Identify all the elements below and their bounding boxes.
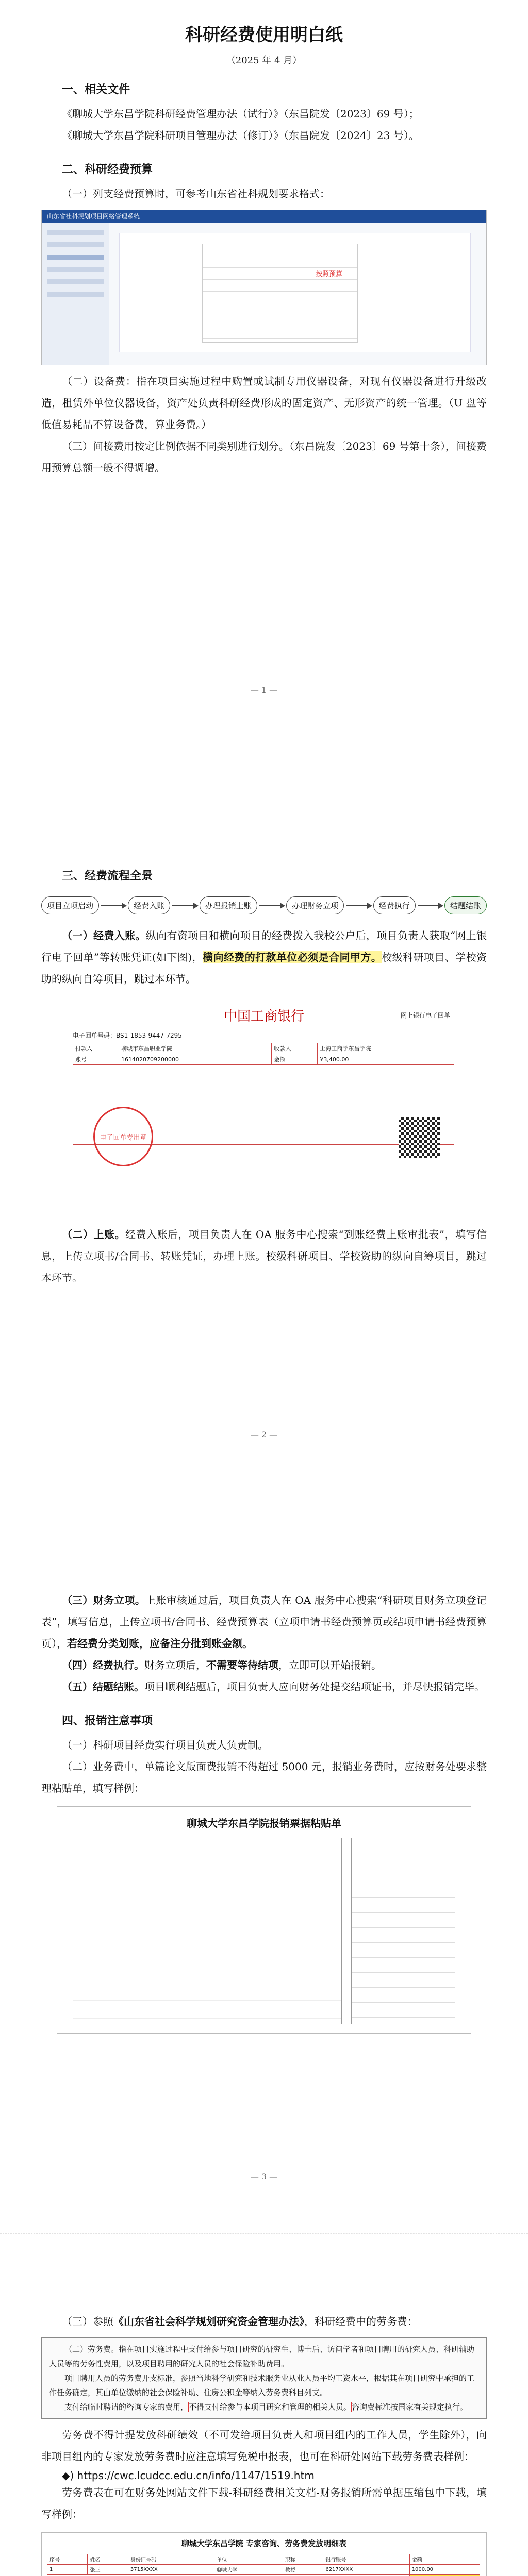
flow-step-4: 办理财务立项 xyxy=(286,896,344,914)
page-3 xyxy=(41,1492,487,2181)
paste-sheet-title: 聊城大学东昌学院报销票据粘贴单 xyxy=(187,1817,341,1829)
budget-form xyxy=(119,233,471,352)
link-icon: ◆) xyxy=(62,2469,74,2482)
download-link-text[interactable]: https://cwc.lcudcc.edu.cn/info/1147/1519.htm xyxy=(77,2469,315,2482)
table-cell: 6217XXXX xyxy=(323,2565,409,2575)
labor-fee-rule-text: 劳务费不得计提发放科研绩效（不可发给项目负责人和项目组内的工作人员，学生除外），向非项目组内的专家发放劳务费时应注意填写免税申报表， xyxy=(41,2429,487,2463)
labor-fee-prefix: （三）参照 xyxy=(62,2315,113,2328)
document-title: 科研经费使用明白纸 xyxy=(185,25,343,45)
flow-arrow xyxy=(259,905,284,906)
table-head: 职称 xyxy=(283,2554,323,2565)
flow-step-1: 项目立项启动 xyxy=(41,896,99,914)
paste-area xyxy=(73,1838,342,2024)
finance-project-note: 若经费分类划账，应备注分批到账金额。 xyxy=(67,1637,253,1650)
labor-fee-table-image xyxy=(41,2532,487,2576)
regulation-quote-1: （二）劳务费。指在项目实施过程中支付给参与项目研究的研究生、博士后、访问学者和项目聘用的研究人员、科研辅助人员等的劳务性费用，以及项目聘用的研究人员的社会保险补助费用。 xyxy=(49,2345,475,2368)
flow-step-6: 结题结账 xyxy=(444,896,487,914)
system-sidebar xyxy=(42,223,109,365)
funds-arrival-warning: 横向经费的打款单位必须是合同甲方。 xyxy=(203,951,382,963)
system-title-bar: 山东省社科规划项目网络管理系统 xyxy=(42,210,486,223)
account-entry-label: （二）上账。 xyxy=(62,1228,125,1241)
reimbursement-note-1: （一）科研项目经费实行项目负责人负责制。 xyxy=(62,1739,268,1751)
labor-fee-table-title: 聊城大学东昌学院 专家咨询、劳务费发放明细表 xyxy=(181,2539,347,2548)
table-cell: 1 xyxy=(47,2565,88,2575)
regulation-quote-2: 项目聘用人员的劳务费开支标准，参照当地科学研究和技术服务业从业人员平均工资水平，根据其在项目研究中承担的工作任务确定，其由单位缴纳的社会保险补助、住房公积金等纳入劳务费科目列支。 xyxy=(49,2374,475,2397)
budget-paragraph-1: （一）列支经费预算时，可参考山东省社科规划要求格式： xyxy=(62,188,330,200)
funds-arrival-text: 纵向有资项目和横向项目的经费拨入我校公户后，项目负责人获取“网上银行电子回单”等转账凭证(如下图)， xyxy=(41,929,487,963)
table-cell: 教授 xyxy=(283,2565,323,2575)
table-head: 银行账号 xyxy=(323,2554,409,2565)
regulation-quote-3-tail: 咨询费标准按国家有关规定执行。 xyxy=(352,2402,468,2412)
process-flow xyxy=(41,896,487,914)
page-number-2: — 2 — xyxy=(250,1430,278,1439)
equipment-fee-paragraph: （二）设备费：指在项目实施过程中购置或试制专用仪器设备，对现有仪器设备进行升级改造，租赁外单位仪器设备，资产处负责科研经费形成的固定资产、无形资产的统一管理。（U 盘等低值易耗品不算设备费，算业务费。） xyxy=(41,375,487,431)
funds-execution-label: （四）经费执行。 xyxy=(62,1659,144,1671)
table-cell: 3715XXXX xyxy=(128,2565,214,2575)
funds-arrival-tail: 校级科研项目、学校资助的纵向自筹项目，跳过本环节。 xyxy=(41,951,487,985)
receipt-payee: 上海工商学东昌学院 xyxy=(318,1043,454,1054)
table-cell: 聊城大学 xyxy=(214,2565,283,2575)
indirect-fee-paragraph: （三）间接费用按定比例依据不同类别进行划分。（东昌院发〔2023〕69 号第十条），间接费用预算总额一般不得调增。 xyxy=(41,440,487,474)
paste-sheet-image xyxy=(57,1806,471,2034)
receipt-number: 电子回单号码：BS1-1853-9447-7295 xyxy=(73,1032,182,1039)
section-4-heading: 四、报销注意事项 xyxy=(62,1715,153,1727)
finance-project-text: 上账审核通过后，项目负责人在 OA 服务中心搜索“科研项目财务立项登记表”，填写信息，上传立项书/合同书、经费预算表（立项申请书经费预算页或结项申请书经费预算页）， xyxy=(41,1594,487,1650)
table-head: 姓名 xyxy=(88,2554,128,2565)
page-4 xyxy=(41,2233,487,2576)
page-2 xyxy=(41,750,487,1439)
receipt-stamp: 电子回单专用章 xyxy=(93,1107,153,1166)
labor-fee-intro xyxy=(41,2311,487,2332)
budget-system-screenshot xyxy=(41,210,487,365)
regulation-quote-3-highlight: 不得支付给参与本项目研究和管理的相关人员。 xyxy=(189,2402,352,2412)
table-head: 单位 xyxy=(214,2554,283,2565)
document-date: （2025 年 4 月） xyxy=(226,55,302,66)
page-number-3: — 3 — xyxy=(250,2172,278,2181)
flow-step-2: 经费入账 xyxy=(128,896,170,914)
regulation-quote-box xyxy=(41,2337,487,2419)
closing-label: （五）结题结账。 xyxy=(62,1681,144,1693)
section-1-heading: 一、相关文件 xyxy=(62,83,130,96)
receipt-account: 1614020709200000 xyxy=(119,1054,272,1065)
flow-arrow xyxy=(346,905,371,906)
account-entry-text: 经费入账后，项目负责人在 OA 服务中心搜索“到账经费上账审批表”，填写信息，上传立项书/合同书、转账凭证，办理上账。校级科研项目、学校资助的纵向自筹项目，跳过本环节。 xyxy=(41,1228,487,1284)
account-entry-paragraph xyxy=(41,1224,487,1289)
funds-arrival-paragraph xyxy=(41,925,487,990)
funds-execution-highlight: 不需要等待结项 xyxy=(206,1659,278,1671)
receipt-amount: ¥3,400.00 xyxy=(318,1054,454,1065)
labor-fee-table xyxy=(47,2554,480,2576)
flow-arrow xyxy=(101,905,126,906)
bank-name: 中国工商银行 xyxy=(223,1009,304,1024)
labor-fee-suffix: ，科研经费中的劳务费： xyxy=(304,2315,418,2328)
budget-annotation: 按照预算 xyxy=(316,270,343,278)
section-2-heading: 二、科研经费预算 xyxy=(62,163,153,176)
labor-fee-rule-tail: 也可在科研处网站下载劳务费表样例： xyxy=(299,2450,474,2463)
labor-fee-document: 《山东省社会科学规划研究资金管理办法》 xyxy=(113,2315,304,2328)
closing-paragraph xyxy=(41,1676,487,1698)
flow-arrow xyxy=(418,905,442,906)
funds-execution-tail: ，立即可以开始报销。 xyxy=(278,1659,382,1671)
labor-fee-rule xyxy=(41,2424,487,2467)
related-file-2: 《聊城大学东昌学院科研项目管理办法（修订）》（东昌院发〔2024〕23 号）。 xyxy=(62,129,419,142)
paste-signature-column xyxy=(351,1838,455,2024)
related-file-1: 《聊城大学东昌学院科研经费管理办法（试行）》（东昌院发〔2023〕69 号）； xyxy=(62,108,419,120)
receipt-cell: 账号 xyxy=(73,1054,119,1065)
receipt-cell: 付款人 xyxy=(73,1043,119,1054)
qr-code-icon xyxy=(399,1117,440,1158)
funds-arrival-label: （一）经费入账。 xyxy=(62,929,146,942)
download-link[interactable] xyxy=(62,2469,487,2482)
finance-project-label: （三）财务立项。 xyxy=(62,1594,146,1606)
table-cell: 1000.00 xyxy=(409,2565,480,2575)
table-head: 序号 xyxy=(47,2554,88,2565)
closing-text: 项目顺利结题后，项目负责人应向财务处提交结项证书，并尽快报销完毕。 xyxy=(144,1681,485,1693)
receipt-tag: 网上银行电子回单 xyxy=(400,1012,450,1019)
receipt-cell: 金额 xyxy=(272,1054,318,1065)
labor-fee-form-note: 劳务费表在可在财务处网站文件下载-科研经费相关文档-财务报销所需单据压缩包中下载，填写样例： xyxy=(41,2486,487,2520)
table-head: 金额 xyxy=(409,2554,480,2565)
page-1 xyxy=(41,0,487,695)
flow-arrow xyxy=(172,905,197,906)
section-3-heading: 三、经费流程全景 xyxy=(62,870,153,883)
table-cell: 张三 xyxy=(88,2565,128,2575)
bank-receipt-image xyxy=(57,998,471,1215)
regulation-quote-3 xyxy=(49,2400,479,2414)
reimbursement-note-2: （二）业务费中，单篇论文版面费报销不得超过 5000 元，报销业务费时，应按财务处要求整理粘贴单，填写样例： xyxy=(41,1760,487,1794)
flow-step-3: 办理报销上账 xyxy=(200,896,257,914)
receipt-cell: 收款人 xyxy=(272,1043,318,1054)
receipt-payer: 聊城市东昌职业学院 xyxy=(119,1043,272,1054)
funds-execution-text: 财务立项后， xyxy=(144,1659,206,1671)
regulation-quote-3-text: 支付给临时聘请的咨询专家的费用， xyxy=(64,2402,189,2412)
page-number-1: — 1 — xyxy=(250,685,278,695)
finance-project-paragraph xyxy=(41,1589,487,1654)
table-head: 身份证号码 xyxy=(128,2554,214,2565)
funds-execution-paragraph xyxy=(41,1654,487,1676)
budget-table xyxy=(202,244,358,343)
flow-step-5: 经费执行 xyxy=(373,896,416,914)
